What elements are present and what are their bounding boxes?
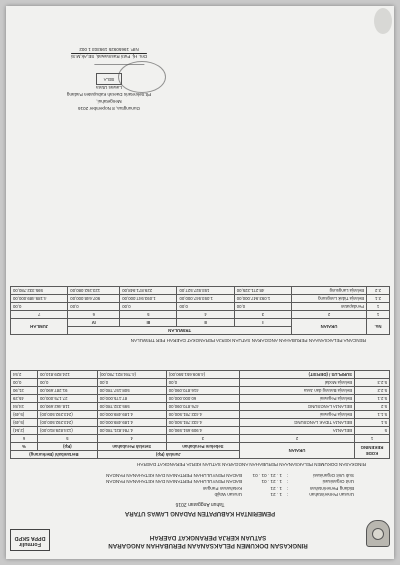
signer-role-2: Plt.Sekretaris Daerah Kabupaten Padang [66, 92, 152, 97]
table-row: 5.2.3 Belanja Modal 0,00 0,00 0,00 0,00 [11, 379, 390, 387]
unit-metadata [106, 471, 354, 497]
table-row: 2.1 Belanja Tidak Langsung 1.093.947.000,00 1.093.947.000,00 1.093.947.000,00 907.648.000,00 4.189.489.000,00 [11, 295, 390, 303]
subheader-setelah: Setelah Perubahan [97, 443, 166, 451]
header-jumlah: JUMLAH [11, 319, 68, 335]
meta-row: Bidang Pemerintahan : 1 . 21 Ketahanan Pangan [202, 485, 354, 491]
table-header-row [11, 451, 390, 459]
triwulan-1: I [234, 319, 291, 327]
triwulan-3: III [120, 319, 177, 327]
formulir-label: Formulir [19, 541, 41, 547]
signer-role-1: Mengetahui, [96, 99, 122, 104]
document-title [58, 532, 358, 549]
title-line-1: RINGKASAN DOKUMEN PELAKSANAAN PERUBAHAN ANGGARAN [108, 542, 308, 549]
table-row: 5 BELANJA 4.909.651.590,00 4.784.821.780,00 (124.829.810,00) (2,54) [11, 427, 390, 435]
table-row: 1 Pendapatan 0,00 0,00 0,00 0,00 0,00 [11, 303, 390, 311]
signer-nip: NIP. 19650925 199303 1 002 [79, 47, 139, 52]
fiscal-year: Tahun Anggaran 2016 [175, 501, 225, 507]
stamp-label: SELA [96, 73, 122, 85]
subheader-percent: % [11, 443, 38, 451]
column-number-row: 1 2 3 4 5 6 [11, 435, 390, 443]
signer-name: Drs. Hj. Putri Rasmawati, SE,Ak,M.Si [71, 54, 147, 59]
header-kode: KODE REKENING [355, 443, 390, 459]
section2-title: RENCANA PELAKSANAAN PERUBAHAN ANGGARAN SATUAN KERJA PERANGKAT DAERAH PER TRIWULAN [130, 338, 366, 343]
triwulan-4: IV [68, 319, 120, 327]
government-name: PEMERINTAH KABUPATEN PADANG LAWAS UTARA [124, 510, 276, 516]
signer-identity [34, 45, 184, 59]
meta-row: Sub Unit Organisasi : 1 . 21 . 01 . 01 BADAN PENYULUHAN PERTANIAN DAN KETAHANAN PANGAN [106, 472, 354, 478]
column-number-row: 1 2 3 4 5 6 7 [11, 311, 390, 319]
table-row: 5.1 BELANJA TIDAK LANGSUNG 4.432.781.500,00 4.189.489.000,00 (243.292.500,00) (5,49) [11, 419, 390, 427]
header-jumlah: Jumlah (Rp) [97, 451, 239, 459]
subheader-sebelum: Sebelum Perubahan [166, 443, 239, 451]
table-row: 5.2.2 Belanja Barang dan Jasa 416.870.090,00 508.157.780,00 91.287.690,00 21,90 [11, 387, 390, 395]
rotated-page [6, 6, 394, 559]
budget-summary-table [10, 370, 390, 459]
section1-title: RINGKASAN DOKUMEN PELAKSANAAN PERUBAHAN ANGGARAN SATUAN KERJA PERANGKAT DAERAH [137, 462, 366, 467]
header-no: No. [367, 319, 390, 335]
place-date: Gunungtua, 8 Nopember 2016 [77, 106, 141, 111]
title-line-2: SATUAN KERJA PERANGKAT DAERAH [149, 533, 267, 541]
formulir-code: DPPA SKPD [14, 534, 46, 541]
meta-row: Unit Organisasi : 1 . 21 . 01 BADAN PENYULUHAN PERTANIAN DAN KETAHANAN PANGAN [106, 479, 354, 485]
header-bertambah: Bertambah/ (Berkurang) [11, 451, 98, 459]
table-row: 2.2 Belanja Langsung 48.271.225,00 193.927.527,00 229.871.948,00 123.262.080,00 595.332.780,00 [11, 287, 390, 295]
subheader-rp: (Rp) [38, 443, 98, 451]
signer-role-3: Lawas Utara [96, 85, 122, 90]
header-uraian: URAIAN [240, 443, 355, 459]
formulir-box [10, 529, 50, 551]
regency-logo-icon [366, 520, 390, 547]
paper-stain [374, 8, 392, 34]
quarterly-plan-table [10, 286, 390, 335]
table-header-row [11, 327, 390, 335]
table-row: 5.2 BELANJA LANGSUNG 476.870.090,00 595.332.780,00 118.462.690,00 24,84 [11, 403, 390, 411]
triwulan-2: II [177, 319, 234, 327]
document-sheet [6, 6, 394, 559]
table-row: 5.2.1 Belanja Pegawai 60.000.000,00 87.175.000,00 27.175.000,00 45,29 [11, 395, 390, 403]
meta-row: Urusan Pemerintahan : 1 . 21 Urusan Wajib [214, 492, 354, 497]
table-row: 5.1.1 Belanja Pegawai 4.432.781.500,00 4.189.489.000,00 (243.292.500,00) (5,49) [11, 411, 390, 419]
header-triwulan: TRIWULAN [68, 327, 292, 335]
table-row-surplus: SURPLUS / (DEFISIT) (4.909.651.590,00) (4.784.821.780,00) 124.829.810,00 2,54 [11, 371, 390, 379]
header-uraian: URAIAN [292, 319, 367, 335]
